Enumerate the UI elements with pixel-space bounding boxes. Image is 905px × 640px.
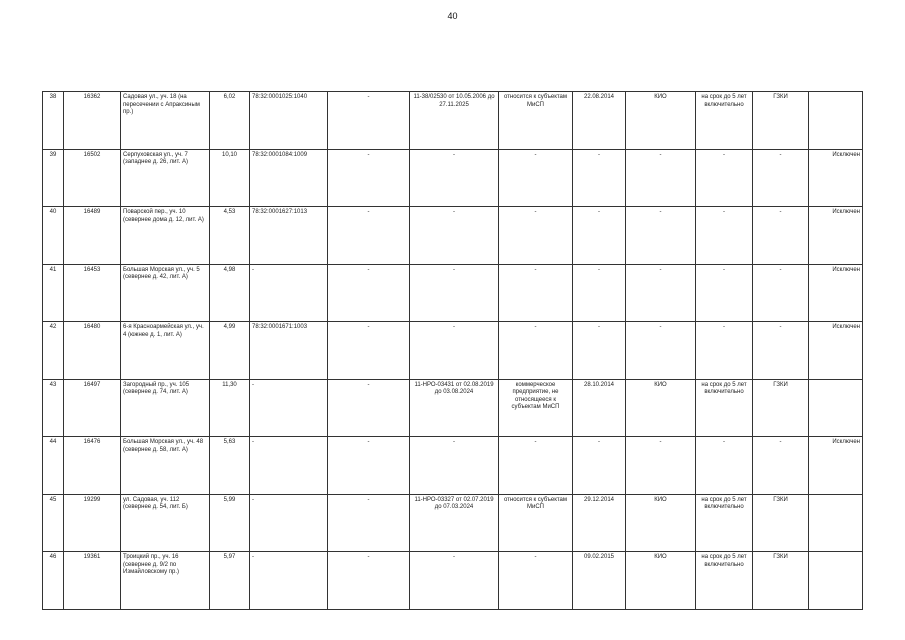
status-note-cell bbox=[809, 552, 863, 610]
cadastral-number-cell: - bbox=[250, 379, 328, 437]
address-cell: Загородный пр., уч. 105 (севернее д. 74, лит. А) bbox=[121, 379, 210, 437]
row-number-cell: 42 bbox=[43, 322, 64, 380]
cadastral-number-cell: - bbox=[250, 552, 328, 610]
area-cell: 6,02 bbox=[210, 92, 250, 150]
object-code-cell: 19361 bbox=[64, 552, 121, 610]
area-cell: 5,97 bbox=[210, 552, 250, 610]
status-note-cell bbox=[809, 494, 863, 552]
registry-body bbox=[43, 92, 863, 610]
cadastral-number-cell: - bbox=[250, 494, 328, 552]
owner-type-cell: относится к субъектам МиСП bbox=[499, 494, 573, 552]
row-number-cell: 39 bbox=[43, 149, 64, 207]
term-cell: - bbox=[696, 437, 753, 495]
cadastral-number-cell: 78:32:0001025:1040 bbox=[250, 92, 328, 150]
owner-type-cell: - bbox=[499, 322, 573, 380]
address-cell: Большая Морская ул., уч. 48 (севернее д. 58, лит. А) bbox=[121, 437, 210, 495]
date-cell: 09.02.2015 bbox=[573, 552, 626, 610]
address-cell: 6-я Красноармейская ул., уч. 4 (южнее д. 1, лит. А) bbox=[121, 322, 210, 380]
object-code-cell: 16480 bbox=[64, 322, 121, 380]
object-code-cell: 16497 bbox=[64, 379, 121, 437]
cadastral-number-cell: 78:32:0001627:1013 bbox=[250, 207, 328, 265]
authority-cell: - bbox=[626, 264, 696, 322]
authority-cell: КИО bbox=[626, 494, 696, 552]
column-6-cell: - bbox=[328, 322, 410, 380]
area-cell: 10,10 bbox=[210, 149, 250, 207]
permit-cell: - bbox=[410, 264, 499, 322]
permit-cell: - bbox=[410, 322, 499, 380]
row-number-cell: 44 bbox=[43, 437, 64, 495]
decision-cell: - bbox=[753, 149, 809, 207]
date-cell: - bbox=[573, 322, 626, 380]
status-note-cell: Исключен bbox=[809, 322, 863, 380]
object-code-cell: 16489 bbox=[64, 207, 121, 265]
term-cell: - bbox=[696, 149, 753, 207]
table-row bbox=[43, 552, 863, 610]
status-note-cell bbox=[809, 379, 863, 437]
cadastral-number-cell: - bbox=[250, 437, 328, 495]
authority-cell: - bbox=[626, 149, 696, 207]
owner-type-cell: - bbox=[499, 149, 573, 207]
term-cell: - bbox=[696, 207, 753, 265]
table-row bbox=[43, 92, 863, 150]
decision-cell: - bbox=[753, 207, 809, 265]
table-row bbox=[43, 322, 863, 380]
table-row bbox=[43, 494, 863, 552]
column-6-cell: - bbox=[328, 207, 410, 265]
address-cell: Большая Морская ул., уч. 5 (севернее д. 42, лит. А) bbox=[121, 264, 210, 322]
decision-cell: - bbox=[753, 264, 809, 322]
table-row bbox=[43, 264, 863, 322]
address-cell: Садовая ул., уч. 18 (на пересечении с Апраксиным пр.) bbox=[121, 92, 210, 150]
authority-cell: - bbox=[626, 322, 696, 380]
column-6-cell: - bbox=[328, 92, 410, 150]
permit-cell: - bbox=[410, 207, 499, 265]
row-number-cell: 40 bbox=[43, 207, 64, 265]
decision-cell: ГЗКИ bbox=[753, 379, 809, 437]
decision-cell: - bbox=[753, 322, 809, 380]
date-cell: 22.08.2014 bbox=[573, 92, 626, 150]
term-cell: - bbox=[696, 322, 753, 380]
permit-cell: 11-38/02530 от 10.05.2006 до 27.11.2025 bbox=[410, 92, 499, 150]
decision-cell: ГЗКИ bbox=[753, 494, 809, 552]
column-6-cell: - bbox=[328, 552, 410, 610]
authority-cell: - bbox=[626, 437, 696, 495]
address-cell: ул. Садовая, уч. 112 (севернее д. 54, лит. Б) bbox=[121, 494, 210, 552]
address-cell: Поварской пер., уч. 10 (севернее дома д. 12, лит. А) bbox=[121, 207, 210, 265]
row-number-cell: 43 bbox=[43, 379, 64, 437]
column-6-cell: - bbox=[328, 264, 410, 322]
permit-cell: - bbox=[410, 149, 499, 207]
term-cell: на срок до 5 лет включительно bbox=[696, 552, 753, 610]
status-note-cell: Исключен bbox=[809, 437, 863, 495]
owner-type-cell: коммерческое предприятие, не относящееся к субъектам МиСП bbox=[499, 379, 573, 437]
object-code-cell: 16476 bbox=[64, 437, 121, 495]
date-cell: 28.10.2014 bbox=[573, 379, 626, 437]
column-6-cell: - bbox=[328, 379, 410, 437]
area-cell: 4,53 bbox=[210, 207, 250, 265]
status-note-cell: Исключен bbox=[809, 264, 863, 322]
status-note-cell bbox=[809, 92, 863, 150]
table-row bbox=[43, 437, 863, 495]
object-code-cell: 19299 bbox=[64, 494, 121, 552]
area-cell: 5,63 bbox=[210, 437, 250, 495]
cadastral-number-cell: 78:32:0001671:1003 bbox=[250, 322, 328, 380]
decision-cell: - bbox=[753, 437, 809, 495]
authority-cell: КИО bbox=[626, 552, 696, 610]
date-cell: - bbox=[573, 264, 626, 322]
registry-table bbox=[42, 91, 863, 610]
object-code-cell: 16502 bbox=[64, 149, 121, 207]
term-cell: на срок до 5 лет включительно bbox=[696, 92, 753, 150]
area-cell: 4,99 bbox=[210, 322, 250, 380]
area-cell: 11,30 bbox=[210, 379, 250, 437]
row-number-cell: 38 bbox=[43, 92, 64, 150]
area-cell: 4,98 bbox=[210, 264, 250, 322]
address-cell: Серпуховская ул., уч. 7 (западнее д. 26, лит. А) bbox=[121, 149, 210, 207]
date-cell: - bbox=[573, 149, 626, 207]
permit-cell: 11-НРО-03327 от 02.07.2019 до 07.03.2024 bbox=[410, 494, 499, 552]
term-cell: на срок до 5 лет включительно bbox=[696, 494, 753, 552]
decision-cell: ГЗКИ bbox=[753, 552, 809, 610]
table-row bbox=[43, 207, 863, 265]
row-number-cell: 46 bbox=[43, 552, 64, 610]
cadastral-number-cell: - bbox=[250, 264, 328, 322]
owner-type-cell: - bbox=[499, 437, 573, 495]
object-code-cell: 16453 bbox=[64, 264, 121, 322]
authority-cell: КИО bbox=[626, 379, 696, 437]
status-note-cell: Исключен bbox=[809, 207, 863, 265]
permit-cell: 11-НРО-03431 от 02.08.2019 до 03.08.2024 bbox=[410, 379, 499, 437]
table-row bbox=[43, 149, 863, 207]
authority-cell: КИО bbox=[626, 92, 696, 150]
owner-type-cell: - bbox=[499, 207, 573, 265]
date-cell: - bbox=[573, 207, 626, 265]
area-cell: 5,99 bbox=[210, 494, 250, 552]
permit-cell: - bbox=[410, 437, 499, 495]
date-cell: 29.12.2014 bbox=[573, 494, 626, 552]
owner-type-cell: - bbox=[499, 552, 573, 610]
address-cell: Троицкий пр., уч. 16 (севернее д. 9/2 по Измайловскому пр.) bbox=[121, 552, 210, 610]
owner-type-cell: относится к субъектам МиСП bbox=[499, 92, 573, 150]
column-6-cell: - bbox=[328, 437, 410, 495]
owner-type-cell: - bbox=[499, 264, 573, 322]
date-cell: - bbox=[573, 437, 626, 495]
authority-cell: - bbox=[626, 207, 696, 265]
table-row bbox=[43, 379, 863, 437]
object-code-cell: 16362 bbox=[64, 92, 121, 150]
row-number-cell: 45 bbox=[43, 494, 64, 552]
decision-cell: ГЗКИ bbox=[753, 92, 809, 150]
column-6-cell: - bbox=[328, 149, 410, 207]
status-note-cell: Исключен bbox=[809, 149, 863, 207]
term-cell: - bbox=[696, 264, 753, 322]
page-number: 40 bbox=[447, 11, 458, 21]
column-6-cell: - bbox=[328, 494, 410, 552]
cadastral-number-cell: 78:32:0001084:1009 bbox=[250, 149, 328, 207]
permit-cell: - bbox=[410, 552, 499, 610]
term-cell: на срок до 5 лет включительно bbox=[696, 379, 753, 437]
row-number-cell: 41 bbox=[43, 264, 64, 322]
